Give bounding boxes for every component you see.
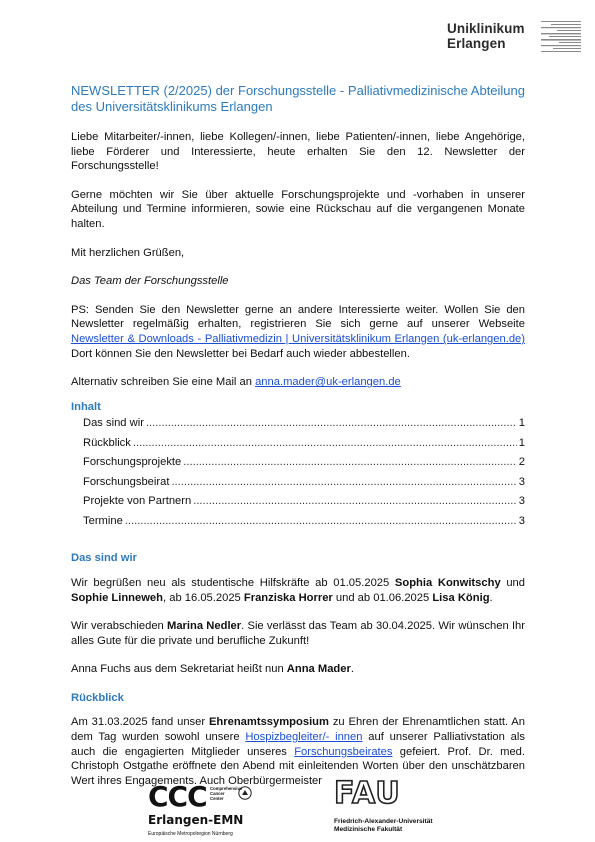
section-heading-review: Rückblick bbox=[71, 691, 124, 704]
text: Wir verabschieden bbox=[71, 620, 168, 633]
ccc-logo-mark: CCC bbox=[148, 780, 207, 813]
person-name: Sophia Konwitschy bbox=[394, 576, 501, 589]
table-of-contents bbox=[83, 416, 525, 533]
person-name: Sophie Linneweh bbox=[71, 591, 163, 604]
toc-item-page: 3 bbox=[518, 475, 525, 488]
ps-text: PS: Senden Sie den Newsletter gerne an andere Interessierte weiter. Wollen Sie den Newsletter regelmäßig erhalten, registrieren Sie sich gerne auf unserer Webseite bbox=[71, 303, 525, 331]
hospizbegleiter-link[interactable]: Hospizbegleiter/- innen bbox=[245, 731, 363, 744]
text: Am 31.03.2025 fand unser bbox=[71, 716, 209, 729]
toc-leader bbox=[171, 475, 516, 490]
person-name: Marina Nedler bbox=[167, 620, 242, 633]
ccc-logo bbox=[148, 780, 258, 838]
toc-leader bbox=[193, 494, 517, 509]
text: zu Ehren der Ehrenamtlichen statt. An dem Tag wurden sowohl unsere bbox=[71, 716, 525, 744]
toc-item-page: 2 bbox=[518, 456, 525, 469]
fau-logo bbox=[334, 776, 474, 836]
toc-item-forschungsbeirat[interactable] bbox=[83, 475, 525, 495]
toc-item-das-sind-wir[interactable] bbox=[83, 416, 525, 436]
toc-item-label: Das sind wir bbox=[83, 417, 144, 430]
ps-paragraph bbox=[71, 303, 525, 361]
intro-paragraph-2: Gerne möchten wir Sie über aktuelle Forschungsprojekte und -vorhaben in unserer Abteilung und Termine informieren, sowie eine Rückschau auf die vergangenen Monate halten. bbox=[71, 188, 525, 230]
fau-logo-line-1: Friedrich-Alexander-Universität bbox=[334, 818, 433, 825]
section-heading-team: Das sind wir bbox=[71, 552, 137, 565]
logo-stripes-icon bbox=[541, 21, 581, 55]
review-paragraph-1 bbox=[71, 715, 525, 788]
toc-item-label: Rückblick bbox=[83, 436, 131, 449]
text: . bbox=[489, 591, 493, 604]
person-name: Franziska Horrer bbox=[243, 591, 333, 604]
signature bbox=[71, 274, 525, 289]
person-name: Anna Mader bbox=[286, 663, 351, 676]
logo-wordmark bbox=[447, 21, 525, 51]
toc-item-page: 1 bbox=[518, 417, 525, 430]
toc-item-label: Forschungsbeirat bbox=[83, 475, 170, 488]
newsletter-title: NEWSLETTER (2/2025) der Forschungsstelle - Palliativmedizinische Abteilung des Universitätsklinikums Erlangen bbox=[71, 83, 525, 114]
newsletter-body bbox=[71, 83, 525, 802]
intro-paragraph-1: Liebe Mitarbeiter/-innen, liebe Kollegen/-innen, liebe Patienten/-innen, liebe Angehörige, liebe Förderer und Interessierte, heute erhalten Sie den 12. Newsletter der Forschungsstelle! bbox=[71, 131, 525, 173]
toc-leader bbox=[146, 416, 517, 431]
ccc-logo-city: Erlangen-EMN bbox=[148, 813, 244, 827]
toc-item-label: Termine bbox=[83, 514, 123, 527]
text: . Sie verlässt das Team ab 30.04.2025. Wir wünschen Ihr alles Gute für die private und berufliche Zukunft! bbox=[71, 620, 525, 647]
fau-logo-mark: FAU bbox=[334, 776, 401, 811]
toc-heading: Inhalt bbox=[71, 400, 101, 413]
text: auf unserer Palliativstation als auch die engagierten Mitglieder unseres bbox=[71, 731, 525, 758]
mail-text: Alternativ schreiben Sie eine Mail an bbox=[71, 376, 256, 389]
text: Anna Fuchs aus dem Sekretariat heißt nun bbox=[71, 663, 287, 676]
ccc-subtitle-line: Center bbox=[210, 796, 224, 802]
team-paragraph-1 bbox=[71, 576, 525, 605]
toc-item-rueckblick[interactable] bbox=[83, 436, 525, 456]
ccc-logo-region: Europäische Metropolregion Nürnberg bbox=[148, 831, 233, 837]
text: Wir begrüßen neu als studentische Hilfskräfte ab 01.05.2025 bbox=[71, 576, 395, 589]
toc-leader bbox=[183, 455, 517, 470]
forschungsbeirat-link[interactable]: Forschungsbeirates bbox=[294, 745, 393, 758]
text: . bbox=[350, 663, 354, 676]
toc-item-page: 3 bbox=[518, 514, 525, 527]
email-link[interactable]: anna.mader@uk-erlangen.de bbox=[255, 376, 401, 389]
toc-item-page: 3 bbox=[518, 495, 525, 508]
toc-leader bbox=[125, 514, 517, 529]
mail-paragraph bbox=[71, 375, 525, 390]
event-name: Ehrenamtssymposium bbox=[208, 716, 329, 729]
ps-text-after: Dort können Sie den Newsletter bei Bedarf auch wieder abbestellen. bbox=[71, 347, 410, 360]
team-paragraph-3 bbox=[71, 662, 525, 677]
toc-leader bbox=[133, 436, 517, 451]
uniklinikum-logo bbox=[447, 21, 582, 51]
text: und ab 01.06.2025 bbox=[332, 591, 433, 604]
fau-logo-line-2: Medizinische Fakultät bbox=[334, 826, 403, 833]
footer-logos bbox=[0, 776, 595, 840]
toc-item-projekte-von-partnern[interactable] bbox=[83, 494, 525, 514]
toc-item-page: 1 bbox=[518, 436, 525, 449]
ccc-seal-icon bbox=[238, 786, 252, 800]
toc-item-forschungsprojekte[interactable] bbox=[83, 455, 525, 475]
toc-item-label: Forschungsprojekte bbox=[83, 456, 182, 469]
toc-item-termine[interactable] bbox=[83, 514, 525, 534]
text: , ab 16.05.2025 bbox=[163, 591, 244, 604]
ccc-subtitle-line: Comprehensive bbox=[210, 786, 243, 791]
logo-line-1: Uniklinikum bbox=[447, 21, 525, 36]
toc-item-label: Projekte von Partnern bbox=[83, 495, 192, 508]
person-name: Lisa König bbox=[432, 591, 490, 604]
logo-line-2: Erlangen bbox=[447, 36, 506, 51]
newsletter-downloads-link[interactable]: Newsletter & Downloads - Palliativmedizin | Universitätsklinikum Erlangen (uk-erlangen.de) bbox=[71, 332, 525, 345]
text: und bbox=[500, 576, 526, 589]
signature-text: Das Team der Forschungsstelle bbox=[71, 275, 229, 288]
ccc-subtitle-line: Cancer bbox=[210, 791, 225, 797]
text: gefeiert. Prof. Dr. med. Christoph Ostgathe eröffnete den Abend mit einleitenden Worten über den unschätzbaren Wert ihres Engagements. Auch Oberbürgermeister bbox=[71, 745, 526, 787]
team-paragraph-2 bbox=[71, 619, 525, 648]
greeting: Mit herzlichen Grüßen, bbox=[71, 246, 185, 259]
